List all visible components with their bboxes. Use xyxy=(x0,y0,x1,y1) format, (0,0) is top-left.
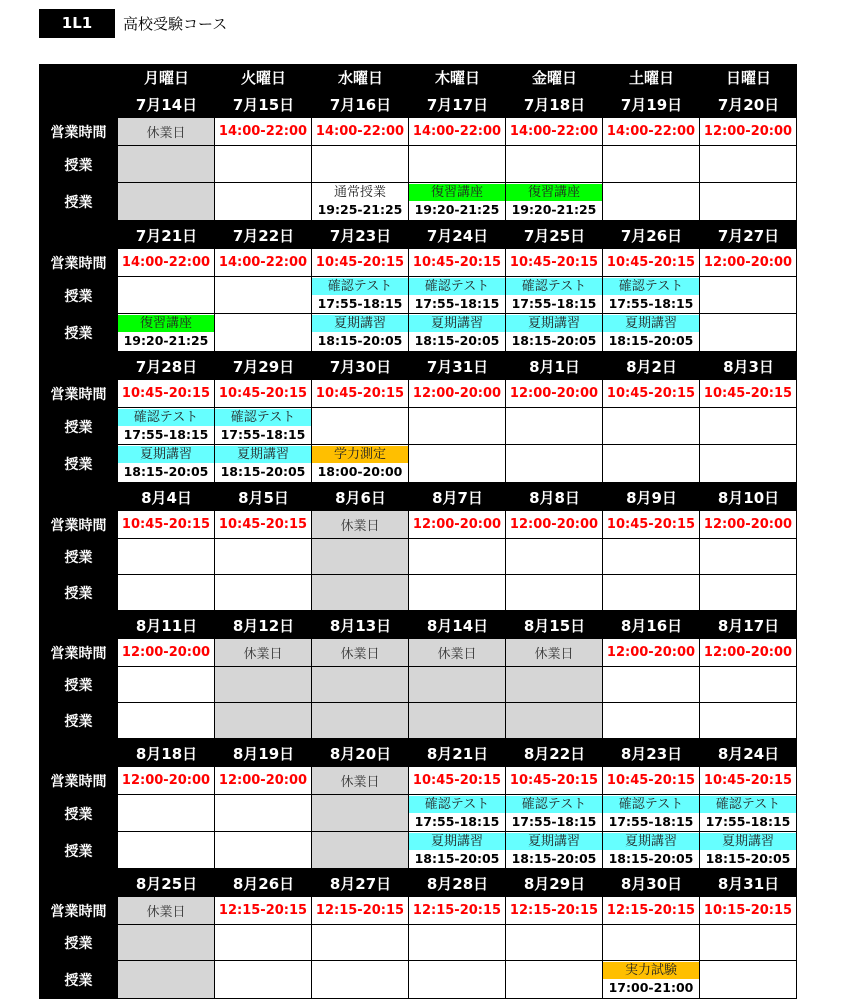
lesson-name: 夏期講習 xyxy=(118,446,214,463)
lesson-row-label: 授業 xyxy=(39,183,118,221)
lesson-name: 復習講座 xyxy=(409,184,505,201)
closed-day-cell xyxy=(118,897,215,925)
date-header: 8月25日 xyxy=(118,869,215,897)
lesson-name: 確認テスト xyxy=(409,796,505,813)
date-header: 8月22日 xyxy=(506,739,603,767)
lesson-time: 18:15-20:05 xyxy=(414,333,500,348)
business-hours: 10:45-20:15 xyxy=(506,249,603,277)
lesson-cell xyxy=(118,703,215,739)
business-hours: 12:15-20:15 xyxy=(409,897,506,925)
lesson-row-label: 授業 xyxy=(39,408,118,445)
lesson-cell xyxy=(312,408,409,445)
lesson-cell xyxy=(409,961,506,999)
closed-day-label: 休業日 xyxy=(340,647,380,662)
lesson-cell xyxy=(215,277,312,314)
lesson-cell xyxy=(603,539,700,575)
lesson-time: 19:20-21:25 xyxy=(123,333,209,348)
business-hours: 12:00-20:00 xyxy=(409,380,506,408)
lesson-cell xyxy=(603,703,700,739)
lesson-cell xyxy=(506,667,603,703)
closed-day-label: 休業日 xyxy=(437,647,477,662)
weekday-header: 水曜日 xyxy=(312,64,409,90)
date-header: 8月30日 xyxy=(603,869,700,897)
date-header: 8月21日 xyxy=(409,739,506,767)
weekday-header: 土曜日 xyxy=(603,64,700,90)
lesson-cell xyxy=(409,925,506,961)
lesson-cell xyxy=(215,183,312,221)
lesson-cell xyxy=(700,183,797,221)
business-hours: 12:00-20:00 xyxy=(506,511,603,539)
lesson-cell xyxy=(312,539,409,575)
lesson-cell xyxy=(506,925,603,961)
lesson-name: 確認テスト xyxy=(215,409,311,426)
lesson-cell xyxy=(118,795,215,832)
lesson-time: 19:25-21:25 xyxy=(317,202,403,217)
lesson-row-label: 授業 xyxy=(39,539,118,575)
date-row-label xyxy=(39,739,118,767)
lesson-row-label: 授業 xyxy=(39,445,118,483)
page-header xyxy=(39,8,227,38)
hours-row-label: 営業時間 xyxy=(39,118,118,146)
lesson-time: 18:15-20:05 xyxy=(608,333,694,348)
lesson-row-label: 授業 xyxy=(39,314,118,352)
lesson-cell xyxy=(312,314,409,352)
business-hours: 10:45-20:15 xyxy=(118,511,215,539)
closed-day-cell xyxy=(118,118,215,146)
date-row-label xyxy=(39,352,118,380)
lesson-name: 確認テスト xyxy=(312,278,408,295)
lesson-cell xyxy=(700,146,797,183)
lesson-cell xyxy=(215,408,312,445)
date-header: 8月18日 xyxy=(118,739,215,767)
lesson-name: 復習講座 xyxy=(118,315,214,332)
business-hours: 12:00-20:00 xyxy=(215,767,312,795)
date-header: 7月15日 xyxy=(215,90,312,118)
lesson-cell xyxy=(409,445,506,483)
lesson-cell xyxy=(312,277,409,314)
lesson-name: 確認テスト xyxy=(506,278,602,295)
date-header: 7月26日 xyxy=(603,221,700,249)
business-hours: 12:00-20:00 xyxy=(118,639,215,667)
closed-day-label: 休業日 xyxy=(340,519,380,534)
business-hours: 10:45-20:15 xyxy=(700,380,797,408)
business-hours: 12:00-20:00 xyxy=(700,118,797,146)
lesson-row-label: 授業 xyxy=(39,925,118,961)
date-header: 8月13日 xyxy=(312,611,409,639)
lesson-cell xyxy=(506,703,603,739)
date-header: 7月22日 xyxy=(215,221,312,249)
lesson-time: 17:00-21:00 xyxy=(608,980,694,995)
date-row-label xyxy=(39,221,118,249)
date-row-label xyxy=(39,483,118,511)
date-header: 8月15日 xyxy=(506,611,603,639)
business-hours: 12:15-20:15 xyxy=(603,897,700,925)
lesson-cell xyxy=(700,277,797,314)
business-hours: 10:45-20:15 xyxy=(312,380,409,408)
lesson-cell xyxy=(118,575,215,611)
hours-row-label: 営業時間 xyxy=(39,380,118,408)
date-header: 8月16日 xyxy=(603,611,700,639)
lesson-name: 夏期講習 xyxy=(312,315,408,332)
business-hours: 14:00-22:00 xyxy=(312,118,409,146)
date-header: 8月29日 xyxy=(506,869,603,897)
business-hours: 12:15-20:15 xyxy=(215,897,312,925)
closed-day-label: 休業日 xyxy=(146,126,186,141)
lesson-row-label: 授業 xyxy=(39,703,118,739)
weekday-header: 日曜日 xyxy=(700,64,797,90)
date-header: 8月23日 xyxy=(603,739,700,767)
lesson-time: 18:15-20:05 xyxy=(317,333,403,348)
lesson-cell xyxy=(603,795,700,832)
lesson-cell xyxy=(700,408,797,445)
business-hours: 14:00-22:00 xyxy=(409,118,506,146)
business-hours: 10:45-20:15 xyxy=(409,767,506,795)
lesson-time: 18:15-20:05 xyxy=(608,851,694,866)
lesson-time: 17:55-18:15 xyxy=(317,296,403,311)
business-hours: 14:00-22:00 xyxy=(215,118,312,146)
lesson-name: 復習講座 xyxy=(506,184,602,201)
lesson-cell xyxy=(409,832,506,869)
date-header: 7月23日 xyxy=(312,221,409,249)
closed-day-cell xyxy=(506,639,603,667)
lesson-name: 夏期講習 xyxy=(506,315,602,332)
date-header: 8月1日 xyxy=(506,352,603,380)
business-hours: 10:45-20:15 xyxy=(603,380,700,408)
lesson-cell xyxy=(409,667,506,703)
lesson-time: 17:55-18:15 xyxy=(414,814,500,829)
lesson-cell xyxy=(312,183,409,221)
lesson-cell xyxy=(312,146,409,183)
business-hours: 12:00-20:00 xyxy=(118,767,215,795)
lesson-cell xyxy=(506,832,603,869)
date-row-label xyxy=(39,90,118,118)
date-header: 8月26日 xyxy=(215,869,312,897)
date-header: 8月17日 xyxy=(700,611,797,639)
business-hours: 10:45-20:15 xyxy=(603,511,700,539)
business-hours: 12:15-20:15 xyxy=(506,897,603,925)
lesson-cell xyxy=(603,146,700,183)
lesson-cell xyxy=(215,445,312,483)
lesson-cell xyxy=(118,314,215,352)
date-header: 8月19日 xyxy=(215,739,312,767)
business-hours: 14:00-22:00 xyxy=(118,249,215,277)
lesson-cell xyxy=(312,795,409,832)
business-hours: 10:45-20:15 xyxy=(409,249,506,277)
hours-row-label: 営業時間 xyxy=(39,639,118,667)
lesson-cell xyxy=(700,795,797,832)
lesson-time: 18:00-20:00 xyxy=(317,464,403,479)
weekday-header: 火曜日 xyxy=(215,64,312,90)
weekday-header: 月曜日 xyxy=(118,64,215,90)
lesson-time: 17:55-18:15 xyxy=(608,296,694,311)
business-hours: 12:15-20:15 xyxy=(312,897,409,925)
lesson-cell xyxy=(118,445,215,483)
business-hours: 10:45-20:15 xyxy=(215,511,312,539)
lesson-cell xyxy=(118,146,215,183)
date-header: 8月20日 xyxy=(312,739,409,767)
date-header: 7月29日 xyxy=(215,352,312,380)
lesson-cell xyxy=(506,277,603,314)
date-header: 7月14日 xyxy=(118,90,215,118)
hours-row-label: 営業時間 xyxy=(39,249,118,277)
hours-row-label: 営業時間 xyxy=(39,897,118,925)
date-header: 8月28日 xyxy=(409,869,506,897)
lesson-cell xyxy=(118,961,215,999)
lesson-time: 18:15-20:05 xyxy=(123,464,209,479)
lesson-cell xyxy=(409,539,506,575)
lesson-name: 夏期講習 xyxy=(700,833,796,850)
lesson-cell xyxy=(215,146,312,183)
weekday-header: 金曜日 xyxy=(506,64,603,90)
business-hours: 12:00-20:00 xyxy=(409,511,506,539)
lesson-cell xyxy=(700,925,797,961)
lesson-time: 17:55-18:15 xyxy=(123,427,209,442)
lesson-name: 確認テスト xyxy=(700,796,796,813)
business-hours: 10:45-20:15 xyxy=(700,767,797,795)
lesson-cell xyxy=(215,703,312,739)
business-hours: 10:45-20:15 xyxy=(603,249,700,277)
lesson-cell xyxy=(700,703,797,739)
business-hours: 10:45-20:15 xyxy=(603,767,700,795)
business-hours: 14:00-22:00 xyxy=(215,249,312,277)
lesson-cell xyxy=(506,961,603,999)
closed-day-cell xyxy=(312,767,409,795)
lesson-cell xyxy=(215,539,312,575)
lesson-name: 通常授業 xyxy=(333,185,386,200)
date-header: 8月12日 xyxy=(215,611,312,639)
lesson-time: 17:55-18:15 xyxy=(705,814,791,829)
lesson-row-label: 授業 xyxy=(39,832,118,869)
business-hours: 10:45-20:15 xyxy=(506,767,603,795)
lesson-name: 確認テスト xyxy=(409,278,505,295)
lesson-cell xyxy=(700,314,797,352)
date-header: 8月6日 xyxy=(312,483,409,511)
lesson-row-label: 授業 xyxy=(39,146,118,183)
lesson-cell xyxy=(603,277,700,314)
date-header: 7月31日 xyxy=(409,352,506,380)
lesson-time: 18:15-20:05 xyxy=(414,851,500,866)
lesson-time: 19:20-21:25 xyxy=(511,202,597,217)
lesson-cell xyxy=(312,925,409,961)
date-header: 8月24日 xyxy=(700,739,797,767)
date-row-label xyxy=(39,611,118,639)
closed-day-cell xyxy=(409,639,506,667)
date-header: 7月20日 xyxy=(700,90,797,118)
lesson-cell xyxy=(312,445,409,483)
closed-day-cell xyxy=(312,639,409,667)
lesson-cell xyxy=(215,925,312,961)
lesson-cell xyxy=(409,314,506,352)
lesson-cell xyxy=(603,314,700,352)
date-header: 7月28日 xyxy=(118,352,215,380)
lesson-cell xyxy=(603,667,700,703)
lesson-cell xyxy=(118,667,215,703)
date-header: 8月10日 xyxy=(700,483,797,511)
lesson-cell xyxy=(506,146,603,183)
business-hours: 12:00-20:00 xyxy=(506,380,603,408)
lesson-name: 確認テスト xyxy=(506,796,602,813)
closed-day-cell xyxy=(312,511,409,539)
date-header: 7月19日 xyxy=(603,90,700,118)
business-hours: 10:15-20:15 xyxy=(700,897,797,925)
course-code: 1L1 xyxy=(39,9,115,38)
lesson-cell xyxy=(409,183,506,221)
lesson-time: 17:55-18:15 xyxy=(511,814,597,829)
business-hours: 12:00-20:00 xyxy=(700,249,797,277)
date-header: 8月31日 xyxy=(700,869,797,897)
lesson-cell xyxy=(603,961,700,999)
lesson-cell xyxy=(506,795,603,832)
lesson-time: 19:20-21:25 xyxy=(414,202,500,217)
business-hours: 14:00-22:00 xyxy=(506,118,603,146)
lesson-cell xyxy=(312,667,409,703)
lesson-row-label: 授業 xyxy=(39,277,118,314)
lesson-name: 学力測定 xyxy=(312,446,408,463)
lesson-name: 夏期講習 xyxy=(603,833,699,850)
lesson-cell xyxy=(312,575,409,611)
lesson-name: 夏期講習 xyxy=(506,833,602,850)
date-row-label xyxy=(39,869,118,897)
lesson-cell xyxy=(409,575,506,611)
lesson-cell xyxy=(603,925,700,961)
date-header: 7月16日 xyxy=(312,90,409,118)
lesson-cell xyxy=(312,832,409,869)
lesson-name: 夏期講習 xyxy=(215,446,311,463)
weekday-header: 木曜日 xyxy=(409,64,506,90)
date-header: 7月21日 xyxy=(118,221,215,249)
date-header: 8月7日 xyxy=(409,483,506,511)
business-hours: 10:45-20:15 xyxy=(215,380,312,408)
lesson-cell xyxy=(603,445,700,483)
lesson-cell xyxy=(506,408,603,445)
lesson-cell xyxy=(215,961,312,999)
lesson-cell xyxy=(409,277,506,314)
lesson-cell xyxy=(700,445,797,483)
date-header: 8月14日 xyxy=(409,611,506,639)
lesson-cell xyxy=(506,314,603,352)
business-hours: 10:45-20:15 xyxy=(312,249,409,277)
lesson-time: 18:15-20:05 xyxy=(705,851,791,866)
lesson-cell xyxy=(603,575,700,611)
date-header: 8月11日 xyxy=(118,611,215,639)
lesson-time: 18:15-20:05 xyxy=(220,464,306,479)
lesson-cell xyxy=(700,667,797,703)
business-hours: 12:00-20:00 xyxy=(603,639,700,667)
lesson-cell xyxy=(409,408,506,445)
hours-row-label: 営業時間 xyxy=(39,767,118,795)
lesson-cell xyxy=(312,703,409,739)
lesson-time: 17:55-18:15 xyxy=(220,427,306,442)
lesson-name: 確認テスト xyxy=(118,409,214,426)
lesson-time: 17:55-18:15 xyxy=(414,296,500,311)
business-hours: 12:00-20:00 xyxy=(700,511,797,539)
closed-day-label: 休業日 xyxy=(146,905,186,920)
date-header: 8月3日 xyxy=(700,352,797,380)
lesson-name: 夏期講習 xyxy=(603,315,699,332)
lesson-name: 実力試験 xyxy=(603,962,699,979)
date-header: 7月27日 xyxy=(700,221,797,249)
lesson-cell xyxy=(506,539,603,575)
lesson-time: 17:55-18:15 xyxy=(608,814,694,829)
lesson-cell xyxy=(506,575,603,611)
date-header: 8月4日 xyxy=(118,483,215,511)
lesson-name: 夏期講習 xyxy=(409,315,505,332)
corner-cell xyxy=(39,64,118,90)
hours-row-label: 営業時間 xyxy=(39,511,118,539)
lesson-cell xyxy=(506,445,603,483)
lesson-name: 夏期講習 xyxy=(409,833,505,850)
closed-day-label: 休業日 xyxy=(534,647,574,662)
lesson-cell xyxy=(312,961,409,999)
lesson-time: 18:15-20:05 xyxy=(511,333,597,348)
business-hours: 14:00-22:00 xyxy=(603,118,700,146)
lesson-cell xyxy=(215,795,312,832)
lesson-cell xyxy=(118,925,215,961)
lesson-cell xyxy=(118,277,215,314)
date-header: 7月24日 xyxy=(409,221,506,249)
lesson-row-label: 授業 xyxy=(39,961,118,999)
lesson-cell xyxy=(700,832,797,869)
lesson-cell xyxy=(215,667,312,703)
lesson-cell xyxy=(215,832,312,869)
lesson-cell xyxy=(118,183,215,221)
business-hours: 12:00-20:00 xyxy=(700,639,797,667)
closed-day-cell xyxy=(215,639,312,667)
lesson-time: 17:55-18:15 xyxy=(511,296,597,311)
lesson-name: 確認テスト xyxy=(603,278,699,295)
lesson-time: 18:15-20:05 xyxy=(511,851,597,866)
lesson-name: 確認テスト xyxy=(603,796,699,813)
date-header: 8月5日 xyxy=(215,483,312,511)
closed-day-label: 休業日 xyxy=(243,647,283,662)
date-header: 7月17日 xyxy=(409,90,506,118)
lesson-cell xyxy=(409,703,506,739)
date-header: 8月9日 xyxy=(603,483,700,511)
date-header: 7月18日 xyxy=(506,90,603,118)
date-header: 8月8日 xyxy=(506,483,603,511)
lesson-cell xyxy=(603,408,700,445)
lesson-cell xyxy=(118,832,215,869)
course-title: 高校受験コース xyxy=(123,14,228,33)
business-hours: 10:45-20:15 xyxy=(118,380,215,408)
lesson-cell xyxy=(215,314,312,352)
schedule-calendar xyxy=(39,64,800,999)
date-header: 7月30日 xyxy=(312,352,409,380)
closed-day-label: 休業日 xyxy=(340,775,380,790)
lesson-cell xyxy=(118,539,215,575)
lesson-cell xyxy=(118,408,215,445)
lesson-cell xyxy=(215,575,312,611)
lesson-cell xyxy=(700,539,797,575)
lesson-row-label: 授業 xyxy=(39,795,118,832)
schedule-grid xyxy=(39,64,800,999)
date-header: 8月27日 xyxy=(312,869,409,897)
lesson-cell xyxy=(506,183,603,221)
lesson-row-label: 授業 xyxy=(39,575,118,611)
lesson-cell xyxy=(603,183,700,221)
lesson-cell xyxy=(409,795,506,832)
lesson-cell xyxy=(700,961,797,999)
date-header: 8月2日 xyxy=(603,352,700,380)
date-header: 7月25日 xyxy=(506,221,603,249)
lesson-cell xyxy=(700,575,797,611)
lesson-cell xyxy=(603,832,700,869)
lesson-cell xyxy=(409,146,506,183)
lesson-row-label: 授業 xyxy=(39,667,118,703)
